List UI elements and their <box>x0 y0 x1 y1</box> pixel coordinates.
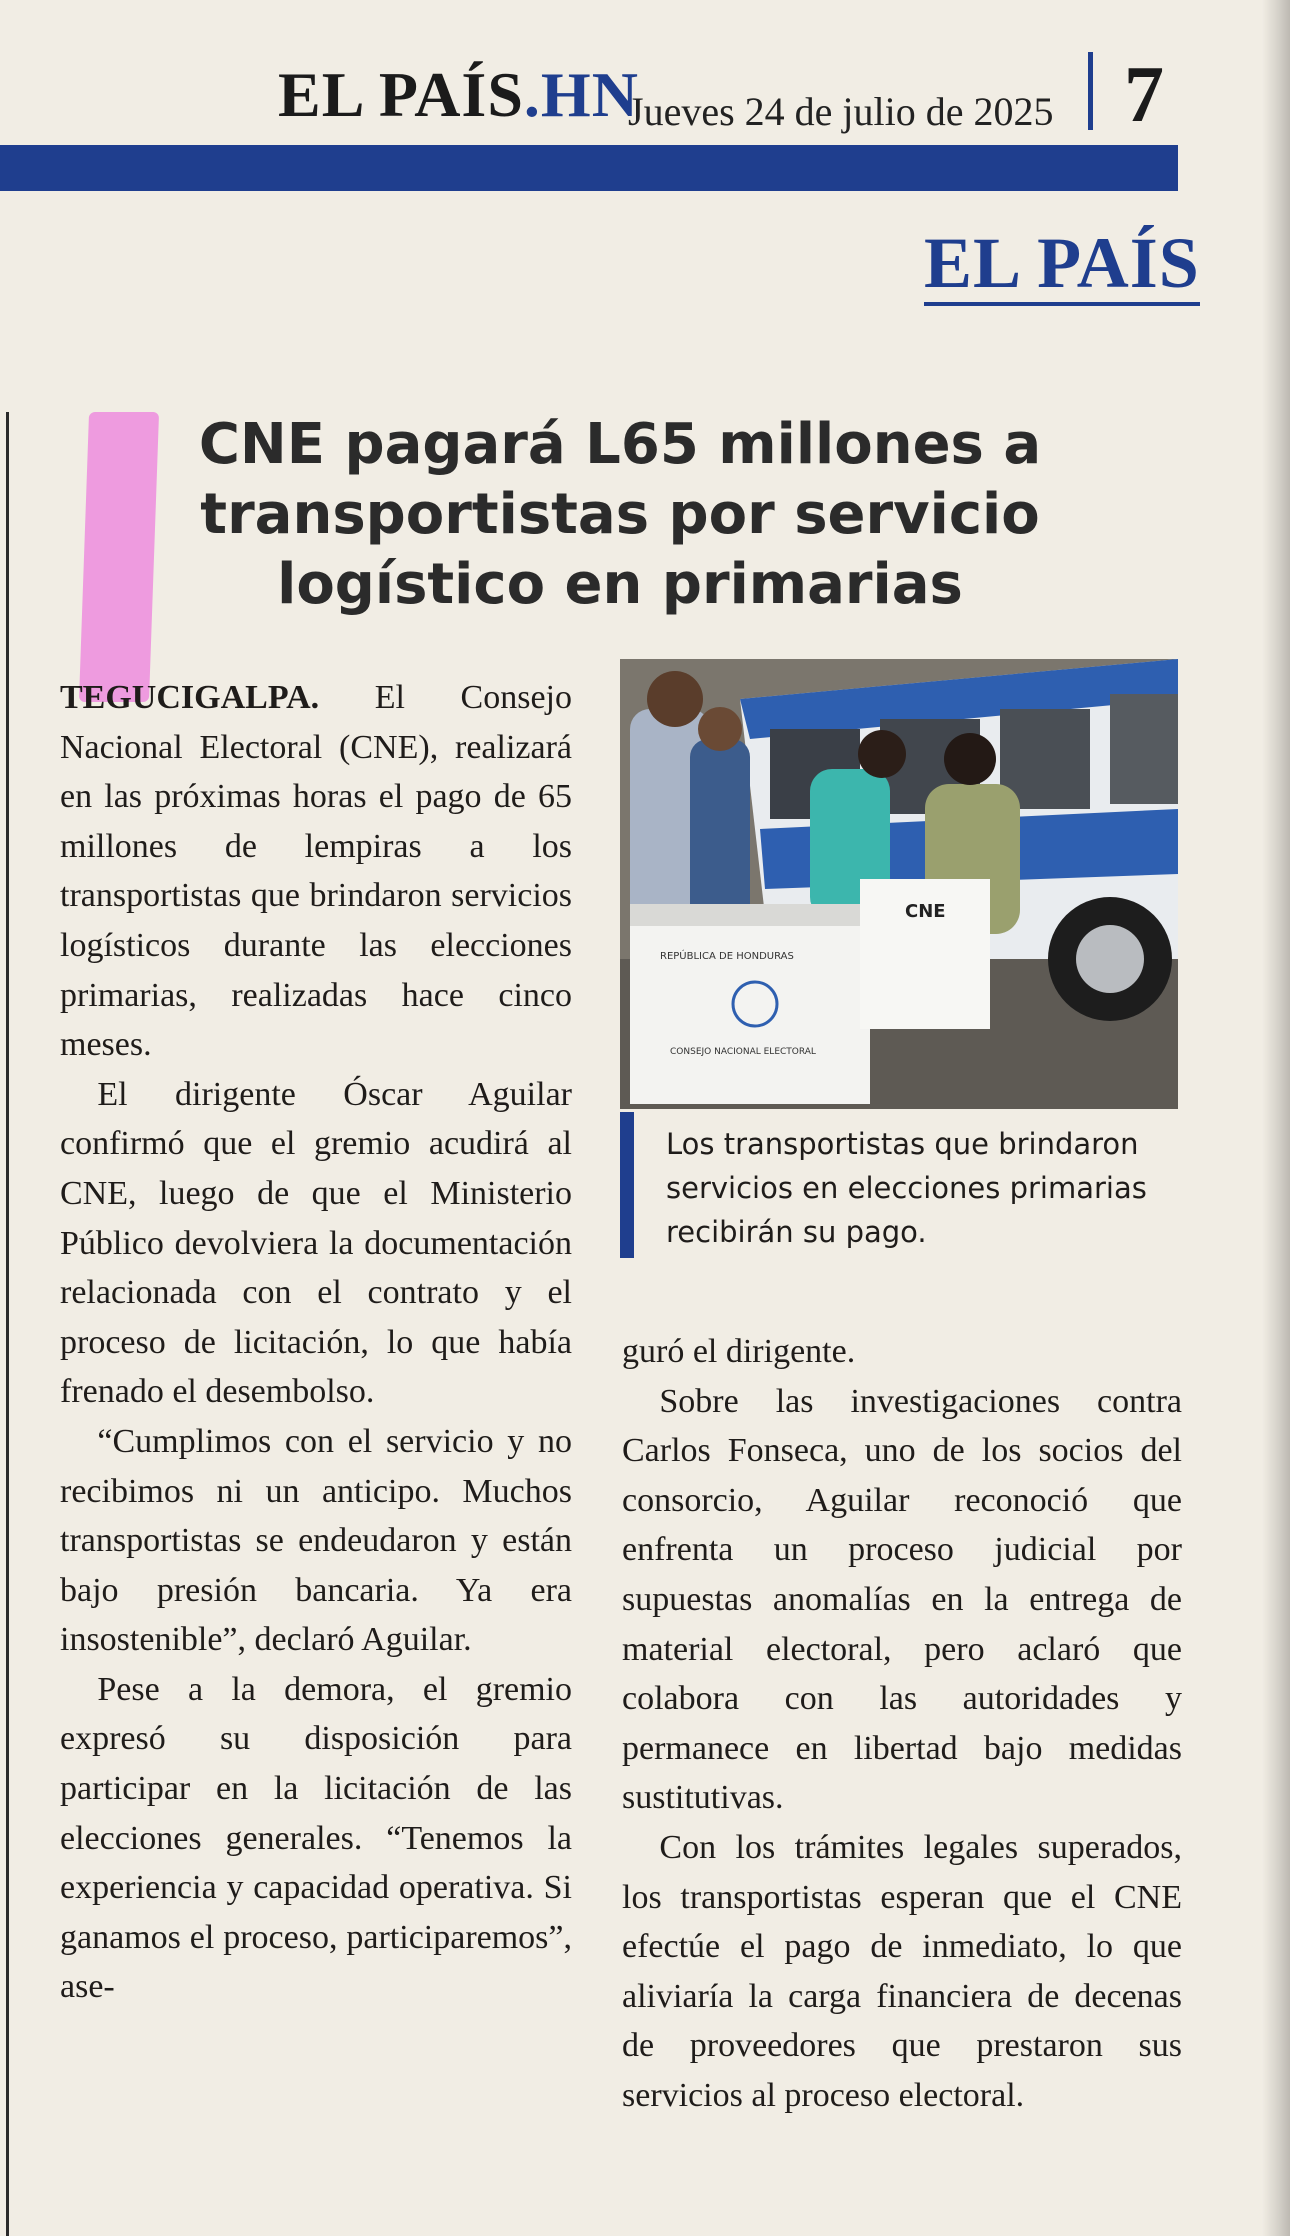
brand-suffix: .HN <box>523 59 639 130</box>
photo-caption: Los transportistas que brindaron servicios en elecciones primarias recibirán su pago. <box>666 1127 1147 1249</box>
masthead-divider <box>1088 52 1093 130</box>
box-label-3: CNE <box>905 901 946 922</box>
article-column-right <box>622 1327 1182 2121</box>
paragraph-6: Con los trámites legales superados, los transportistas esperan que el CNE efectúe el pago de inmediato, lo que aliviaría la carga financiera de decenas de proveedores que prestaron sus servicios al proceso electoral. <box>622 1828 1182 2114</box>
brand-logo <box>278 58 639 132</box>
lede-text: El Consejo Nacional Electoral (CNE), realizará en las próximas horas el pago de 65 millones de lempiras a los transportistas que brindaron servicios logísticos durante las elecciones primarias, realizadas hace cinco meses. <box>60 679 572 1064</box>
page-edge-shadow <box>1262 0 1290 2236</box>
issue-date: Jueves 24 de julio de 2025 <box>628 89 1054 134</box>
paragraph-4-continued: guró el dirigente. <box>622 1333 856 1370</box>
caption-accent-bar <box>620 1112 634 1258</box>
header-color-bar <box>0 145 1178 191</box>
article-photo <box>620 659 1178 1109</box>
box-label-2: CONSEJO NACIONAL ELECTORAL <box>670 1047 816 1057</box>
paragraph-5: Sobre las investigaciones contra Carlos Fonseca, uno de los socios del consorcio, Aguilar reconoció que enfrenta un proceso judicial por supuestas anomalías en la entrega de material electoral, pero aclaró que colabora con las autoridades y permanece en libertad bajo medidas sustitutivas. <box>622 1382 1182 1817</box>
section-label: EL PAÍS <box>924 226 1200 306</box>
paragraph-4: Pese a la demora, el gremio expresó su disposición para participar en la licitación de las elecciones generales. “Tenemos la experiencia y capacidad operativa. Si ganamos el proceso, participaremos”, ase- <box>60 1670 572 2006</box>
paragraph-3: “Cumplimos con el servicio y no recibimos ni un anticipo. Muchos transportistas se endeudaron y están bajo presión bancaria. Ya era insostenible”, declaró Aguilar. <box>60 1422 572 1659</box>
highlighter-mark <box>79 412 159 702</box>
lede-paragraph <box>60 673 572 1070</box>
article-headline: CNE pagará L65 millones a transportistas por servicio logístico en primarias <box>198 412 1042 617</box>
box-label-1: REPÚBLICA DE HONDURAS <box>660 951 794 962</box>
photo-illustration <box>620 659 1178 1109</box>
paragraph-2: El dirigente Óscar Aguilar confirmó que el gremio acudirá al CNE, luego de que el Ministerio Público devolviera la documentación relacionada con el contrato y el proceso de licitación, lo que había frenado el desembolso. <box>60 1075 572 1411</box>
column-rule <box>6 412 9 2236</box>
page-number: 7 <box>1124 51 1164 139</box>
brand-name: EL PAÍS <box>278 59 524 130</box>
article-column-left <box>60 673 572 2012</box>
dateline-city: TEGUCIGALPA. <box>60 679 320 716</box>
